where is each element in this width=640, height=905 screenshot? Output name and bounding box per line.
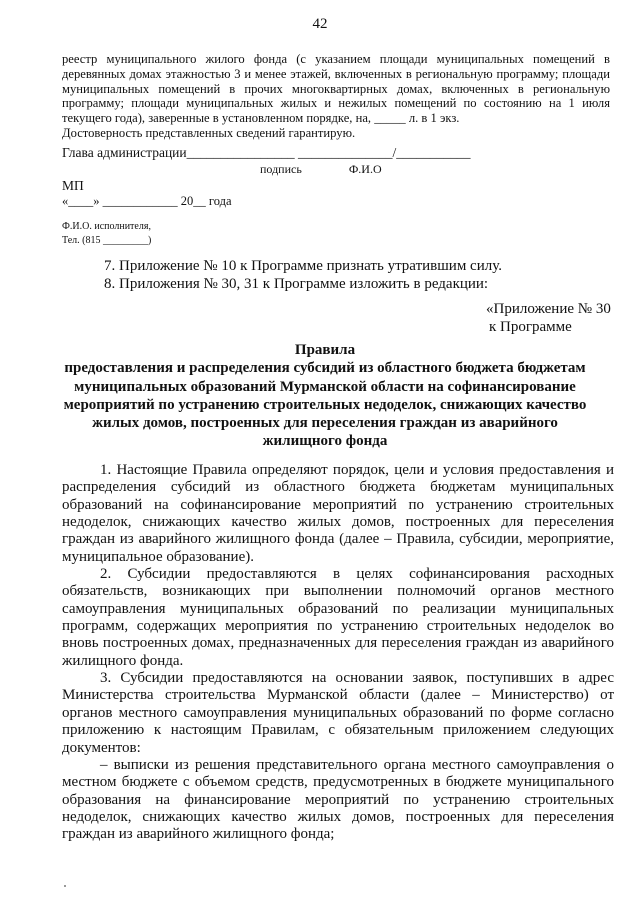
item-8: 8. Приложения № 30, 31 к Программе изложить в редакции:: [104, 276, 489, 292]
signature-label: подпись: [260, 162, 302, 176]
executor-phone: Тел. (815 _________): [62, 235, 152, 246]
item-7: 7. Приложение № 10 к Программе признать утратившим силу.: [104, 258, 502, 274]
guarantee-statement: Достоверность представленных сведений гарантирую.: [62, 125, 356, 140]
head-signature-line: Глава администрации________________ ______________/___________: [62, 145, 471, 160]
date-line: «____» ____________ 20__ года: [62, 194, 232, 208]
annex-header: [486, 300, 611, 336]
executor-name: Ф.И.О. исполнителя,: [62, 221, 151, 232]
scan-speck: [64, 885, 66, 887]
rules-subtitle: предоставления и распределения субсидий из областного бюджета бюджетам муниципальных образований Мурманской области на софинансирование мероприятий по устранению строительных недоделок, снижающих качество жилых домов, построенных для переселения граждан из аварийного жилищного фонда: [63, 360, 587, 450]
rules-heading: Правила: [294, 342, 356, 358]
annex-number: «Приложение № 30: [486, 301, 611, 317]
rules-title: [55, 341, 595, 451]
paragraph-3: 3. Субсидии предоставляются на основании заявок, поступивших в адрес Министерства строительства Мурманской области (далее – Министерство) от органов местного самоуправления муниципальных образований по форме согласно приложению к настоящим Правилам, с обязательным приложением следующих документов:: [62, 670, 614, 756]
page-number: 42: [312, 16, 328, 32]
stamp-mark: МП: [62, 178, 84, 193]
paragraph-3-list-item: – выписки из решения представительного органа местного самоуправления о местном бюджете с объемом средств, предусмотренных в бюджете муниципального образования на финансирование мероприятий по устранению строительных недоделок, снижающих качество жилых домов, построенных для переселения граждан из аварийного жилищного фонда;: [62, 756, 614, 843]
report-paragraph: реестр муниципального жилого фонда (с указанием площади муниципальных помещений в деревянных домах этажностью 3 и менее этажей, включенных в региональную программу; площади муниципальных помещений в прочих многоквартирных домах, включенных в региональную программу; площади муниципальных жилых и нежилых помещений по состоянию на 1 июля текущего года), заверенные в установленном порядке, на, _____ л. в 1 экз.: [62, 52, 610, 126]
annex-program: к Программе: [489, 319, 572, 335]
paragraph-1: 1. Настоящие Правила определяют порядок, цели и условия предоставления и распределения субсидий из областного бюджета бюджетам муниципальных образований на софинансирование мероприятий по устранению строительных недоделок, снижающих качество жилых домов, построенных для переселения граждан из аварийного жилищного фонда (далее – Правила, субсидии, мероприятие, муниципальное образование).: [62, 462, 614, 565]
paragraph-2: 2. Субсидии предоставляются в целях софинансирования расходных обязательств, возникающих при выполнении полномочий органов местного самоуправления муниципальных образований по реализации муниципальных программ, содержащих мероприятия по устранению строительных недоделок во вновь построенных домах, предназначенных для переселения граждан из аварийного жилищного фонда.: [62, 566, 614, 669]
signature-labels: [260, 162, 382, 177]
name-label: Ф.И.О: [348, 162, 382, 176]
rules-body: [62, 462, 614, 844]
report-text: [62, 52, 610, 141]
